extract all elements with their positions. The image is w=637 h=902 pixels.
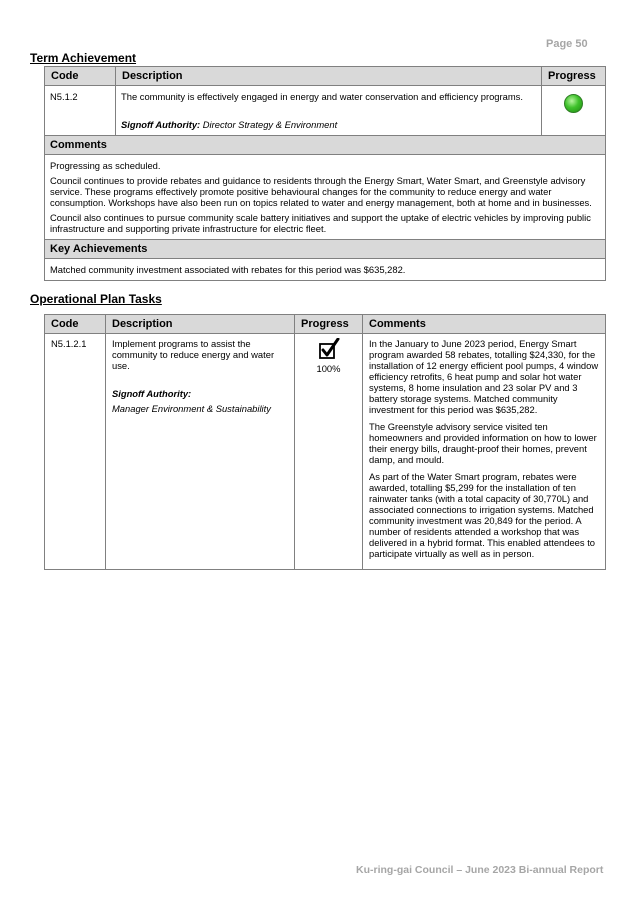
term-achievement-heading: Term Achievement — [30, 51, 137, 65]
signoff-label: Signoff Authority: — [112, 388, 192, 399]
signoff-value: Director Strategy & Environment — [202, 119, 338, 130]
comment-paragraph: In the January to June 2023 period, Energy Smart program awarded 58 rebates, totalling $24,330, for the installation of 12 energy efficient pool pumps, 4 window efficiency retrofits, 6 heat pump and solar hot water systems, 8 home insulation and 23 solar PV and 3 battery storage systems. Matched community investment for this period was $635,282. — [369, 338, 599, 415]
term-code: N5.1.2 — [45, 86, 116, 136]
description-header: Description — [116, 67, 542, 86]
key-achievements-text: Matched community investment associated with rebates for this period was $635,282. — [45, 259, 606, 281]
comments-cell — [45, 155, 606, 240]
comments-heading: Comments — [45, 136, 606, 155]
code-header: Code — [45, 67, 116, 86]
progress-percent: 100% — [316, 363, 341, 374]
signoff-authority — [121, 119, 536, 130]
task-description-cell — [106, 334, 295, 570]
progress-cell — [542, 86, 606, 136]
signoff-value: Manager Environment & Sustainability — [112, 403, 271, 414]
progress-header: Progress — [295, 315, 363, 334]
footer: Ku-ring-gai Council – June 2023 Bi-annual Report — [356, 864, 604, 876]
page-number: Page 50 — [546, 38, 588, 50]
description-header: Description — [106, 315, 295, 334]
table-header-row — [45, 67, 606, 86]
comment-paragraph: Progressing as scheduled. — [50, 160, 161, 171]
key-achievements-heading: Key Achievements — [45, 240, 606, 259]
task-description: Implement programs to assist the community to reduce energy and water use. — [112, 338, 275, 371]
comment-paragraph: Council continues to provide rebates and guidance to residents through the Energy Smart, Water Smart, and Greenstyle advisory service. These programs effectively promote positive behavioural changes for the community to reduce energy and water consumption. Workshops have also been run on topics related to water and energy management, both at home and in businesses. — [50, 175, 592, 208]
comment-paragraph: As part of the Water Smart program, rebates were awarded, totalling $5,299 for the installation of ten rainwater tanks (with a total capacity of 30,770L) and associated connections to irrigation systems. Matched community investment was 20,849 for the period. A number of residents attended a workshop that was delivered in a hybrid format. This enabled attendees to participate virtually as well as in person. — [369, 471, 596, 559]
table-header-row — [45, 315, 606, 334]
term-achievement-table — [44, 66, 606, 281]
status-green-dot-icon — [564, 94, 583, 113]
progress-header: Progress — [542, 67, 606, 86]
checkbox-checked-icon — [318, 338, 340, 360]
operational-plan-heading: Operational Plan Tasks — [30, 292, 162, 306]
progress-cell — [295, 334, 363, 570]
term-description: The community is effectively engaged in energy and water conservation and efficiency programs. — [121, 91, 523, 102]
signoff-label: Signoff Authority: — [121, 119, 201, 130]
term-description-cell — [116, 86, 542, 136]
operational-plan-table — [44, 314, 606, 570]
comment-paragraph: The Greenstyle advisory service visited ten homeowners and provided information on how to lower their energy bills, draught-proof their homes, prevent damp, and mould. — [369, 421, 597, 465]
task-code: N5.1.2.1 — [45, 334, 106, 570]
comment-paragraph: Council also continues to pursue community scale battery initiatives and support the uptake of electric vehicles by improving public infrastructure and supporting private infrastructure for electric fleet. — [50, 212, 591, 234]
task-comments-cell — [363, 334, 606, 570]
code-header: Code — [45, 315, 106, 334]
table-row — [45, 334, 606, 570]
comments-header: Comments — [363, 315, 606, 334]
table-row — [45, 86, 606, 136]
